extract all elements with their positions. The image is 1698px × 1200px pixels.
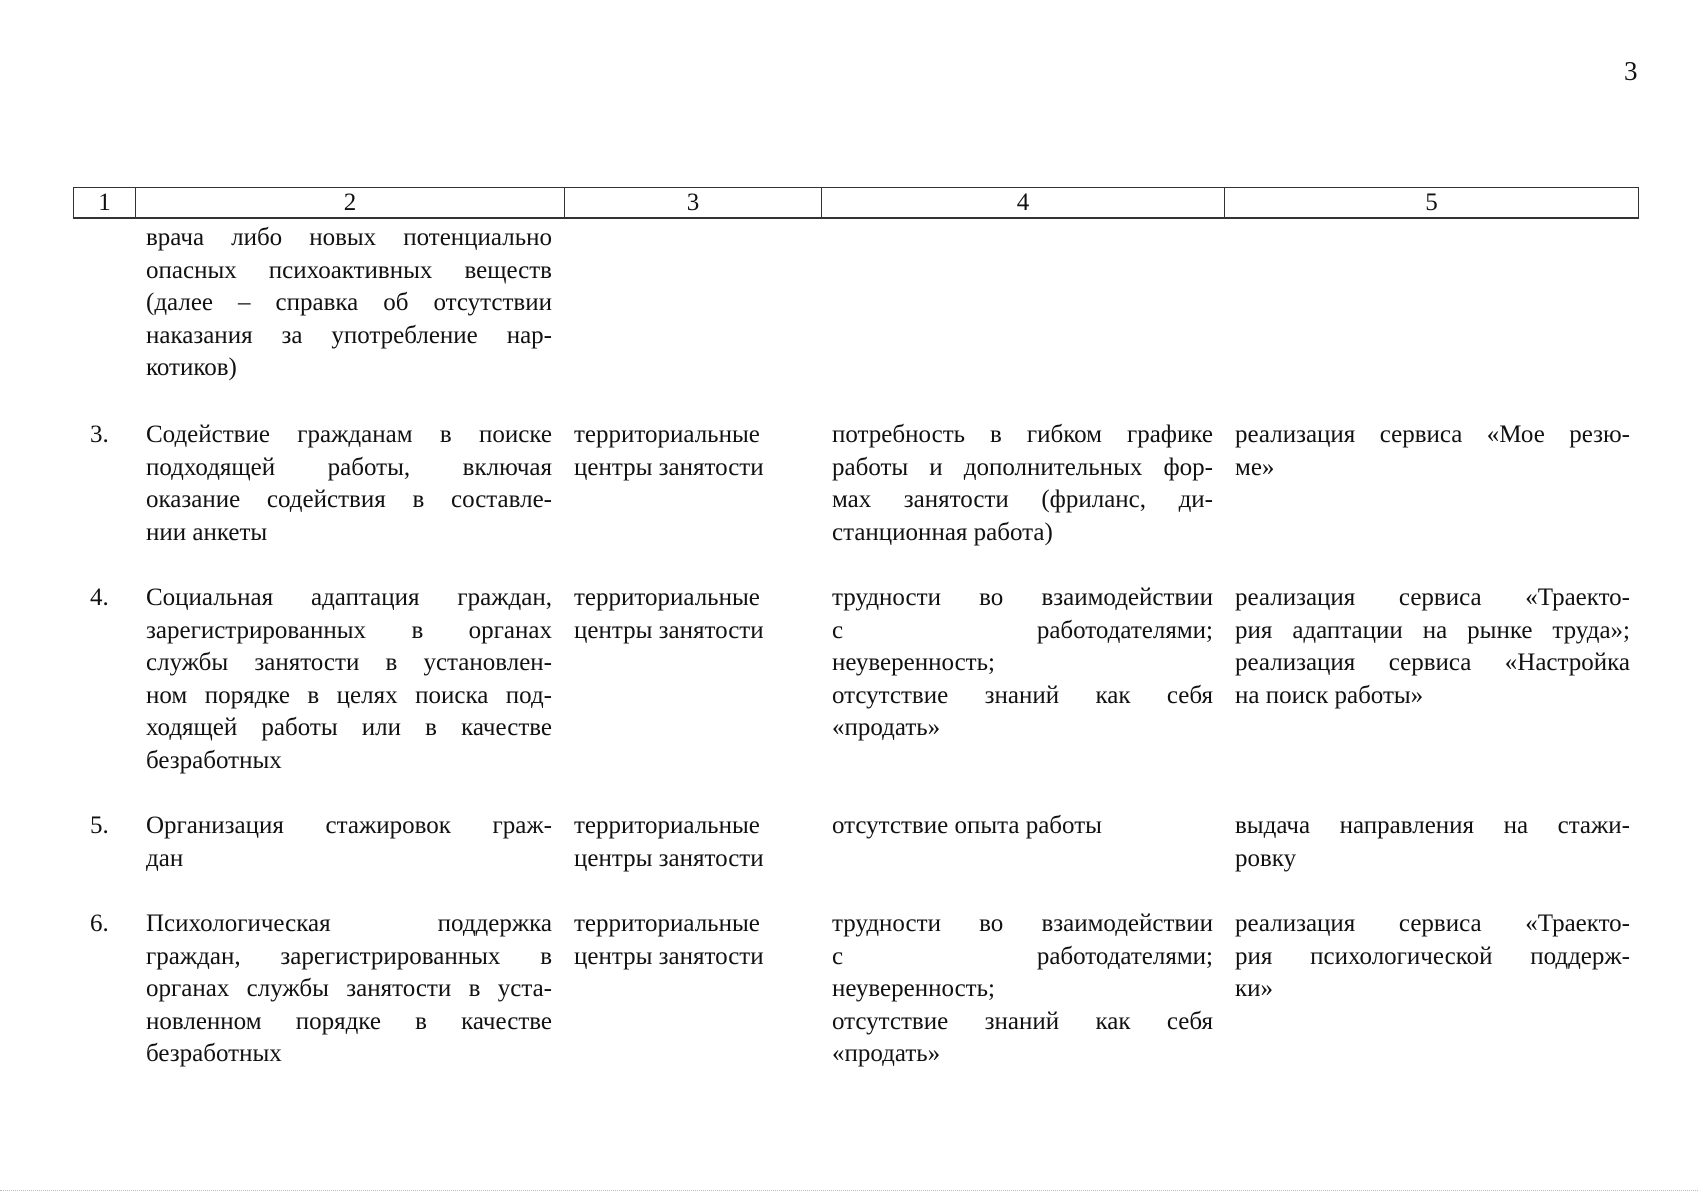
- cell-col2: [146, 810, 552, 875]
- cell-col2: [146, 582, 552, 778]
- text-line: дан: [146, 844, 184, 872]
- cell-col5: [1235, 582, 1630, 712]
- text-line: ходящей работы или в качестве: [146, 714, 552, 742]
- header-col-5: 5: [1425, 189, 1438, 216]
- text-line: (далее – справка об отсутствии: [146, 289, 552, 317]
- text-line: трудности во взаимодействии: [832, 910, 1213, 937]
- text-line: потребность в гибком графике: [832, 421, 1213, 448]
- text-line: опасных психоактивных веществ: [146, 256, 552, 284]
- text-line: территориальные: [574, 421, 760, 448]
- text-line: неуверенность;: [832, 649, 995, 677]
- header-col-2: 2: [136, 188, 565, 217]
- row-number: 5.: [90, 812, 109, 839]
- text-line: безработных: [146, 1040, 282, 1068]
- row-number: 6.: [90, 910, 109, 937]
- text-line: реализация сервиса «Траекто-: [1235, 910, 1630, 937]
- text-line: «продать»: [832, 714, 941, 742]
- text-line: центры занятости: [574, 942, 764, 970]
- text-line: территориальные: [574, 812, 760, 839]
- header-col-1: 1: [74, 188, 136, 217]
- text-line: нии анкеты: [146, 518, 268, 546]
- row-number: 4.: [90, 584, 109, 611]
- text-line: станционная работа): [832, 518, 1053, 546]
- text-line: центры занятости: [574, 453, 764, 481]
- text-line: на поиск работы»: [1235, 681, 1424, 709]
- text-line: рия психологической поддерж-: [1235, 942, 1630, 970]
- cell-col2: [146, 419, 552, 549]
- cell-col3: [574, 810, 814, 875]
- text-line: Психологическая поддержка: [146, 910, 552, 937]
- cell-col4: [832, 810, 1213, 843]
- cell-col5: [1235, 419, 1630, 484]
- text-line: наказания за употребление нар-: [146, 321, 552, 349]
- cell-col4: [832, 908, 1213, 1071]
- text-line: ме»: [1235, 453, 1275, 481]
- text-line: реализация сервиса «Мое резю-: [1235, 421, 1630, 448]
- text-line: котиков): [146, 354, 237, 382]
- text-line: работы и дополнительных фор-: [832, 453, 1213, 481]
- cell-col2: [146, 908, 552, 1071]
- header-col-3: 3: [565, 188, 822, 217]
- text-line: Организация стажировок граж-: [146, 812, 552, 839]
- text-line: с работодателями;: [832, 942, 1213, 970]
- text-line: службы занятости в установлен-: [146, 649, 552, 677]
- text-line: отсутствие опыта работы: [832, 812, 1102, 839]
- table-header: [73, 187, 1639, 219]
- cell-col3: [574, 582, 814, 647]
- text-line: территориальные: [574, 910, 760, 937]
- text-line: зарегистрированных в органах: [146, 616, 552, 644]
- text-line: территориальные: [574, 584, 760, 611]
- text-line: врача либо новых потенциально: [146, 224, 552, 251]
- row-number: 3.: [90, 421, 109, 448]
- text-line: трудности во взаимодействии: [832, 584, 1213, 611]
- text-line: Содействие гражданам в поиске: [146, 421, 552, 448]
- cell-col5: [1235, 908, 1630, 1006]
- cell-col3: [574, 908, 814, 973]
- text-line: ки»: [1235, 975, 1274, 1003]
- header-col-4: 4: [822, 188, 1225, 217]
- cell-col3: [574, 419, 814, 484]
- text-line: подходящей работы, включая: [146, 453, 552, 481]
- text-line: с работодателями;: [832, 616, 1213, 644]
- text-line: органах службы занятости в уста-: [146, 975, 552, 1003]
- text-line: «продать»: [832, 1040, 941, 1068]
- text-line: реализация сервиса «Настройка: [1235, 649, 1630, 677]
- continuation-cell: [146, 222, 552, 385]
- text-line: реализация сервиса «Траекто-: [1235, 584, 1630, 611]
- text-line: Социальная адаптация граждан,: [146, 584, 552, 611]
- page-bottom-edge: [0, 1190, 1698, 1191]
- cell-col5: [1235, 810, 1630, 875]
- text-line: отсутствие знаний как себя: [832, 1007, 1213, 1035]
- text-line: ровку: [1235, 844, 1297, 872]
- text-line: безработных: [146, 746, 282, 774]
- text-line: центры занятости: [574, 844, 764, 872]
- text-line: рия адаптации на рынке труда»;: [1235, 616, 1630, 644]
- cell-col4: [832, 419, 1213, 549]
- page-number: 3: [1624, 56, 1638, 86]
- text-line: отсутствие знаний как себя: [832, 681, 1213, 709]
- text-line: оказание содействия в составле-: [146, 486, 552, 514]
- text-line: неуверенность;: [832, 975, 995, 1003]
- text-line: выдача направления на стажи-: [1235, 812, 1630, 839]
- text-line: центры занятости: [574, 616, 764, 644]
- text-line: ном порядке в целях поиска под-: [146, 681, 552, 709]
- text-line: мах занятости (фриланс, ди-: [832, 486, 1213, 514]
- text-line: новленном порядке в качестве: [146, 1007, 552, 1035]
- cell-col4: [832, 582, 1213, 745]
- text-line: граждан, зарегистрированных в: [146, 942, 552, 970]
